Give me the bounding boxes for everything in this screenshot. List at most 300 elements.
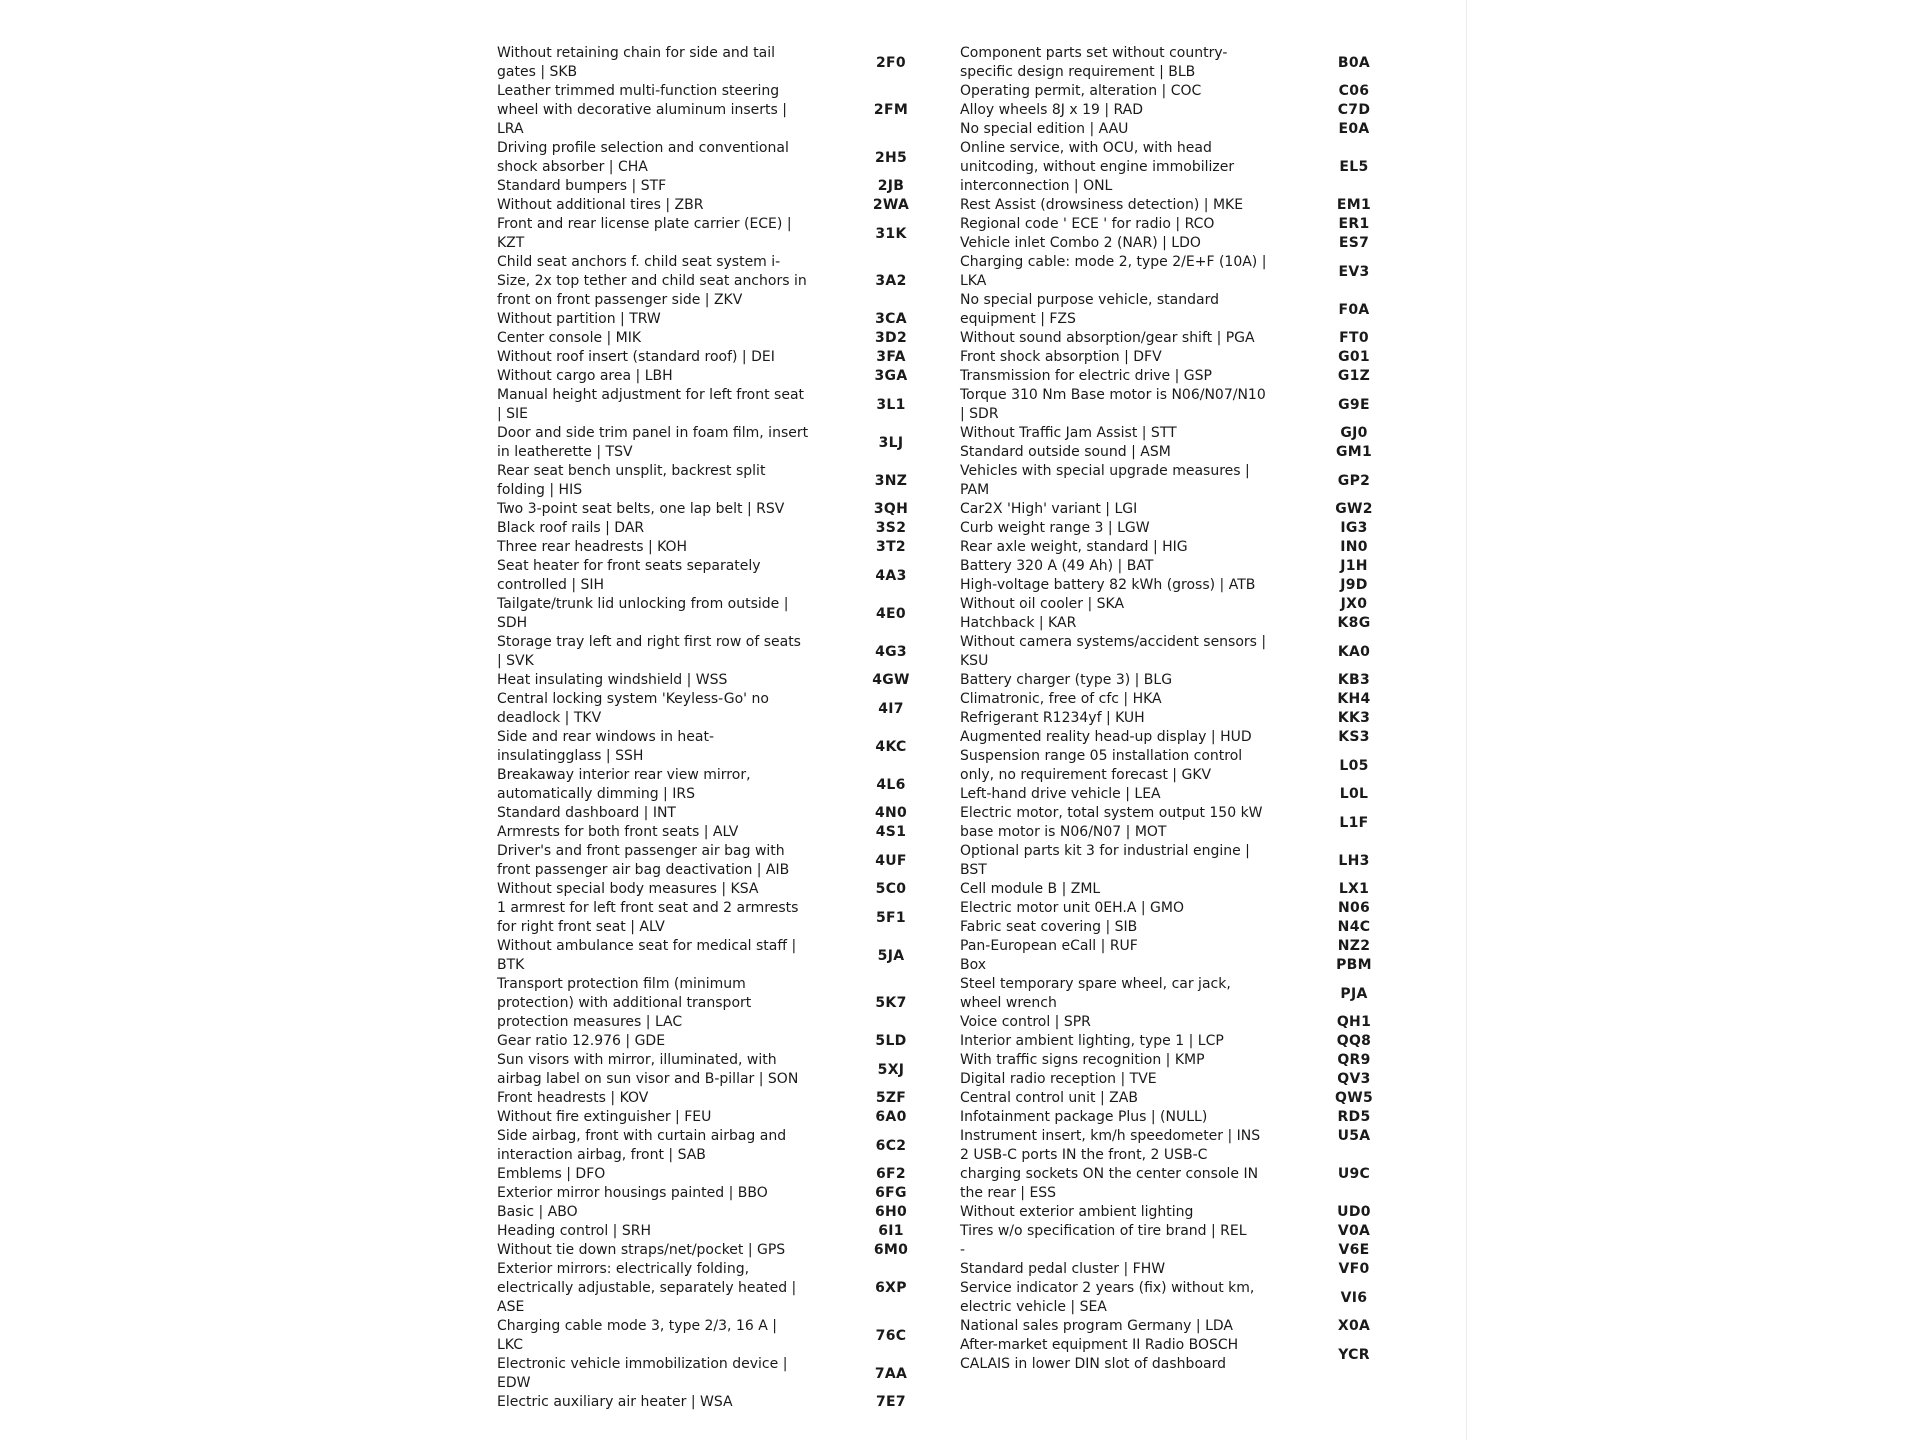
equipment-code: GJ0 xyxy=(1340,425,1368,441)
equipment-code: 4KC xyxy=(875,738,907,755)
equipment-row xyxy=(497,1032,947,1051)
equipment-code: KK3 xyxy=(1337,710,1371,726)
equipment-code: 4N0 xyxy=(874,805,908,821)
equipment-row xyxy=(497,1222,947,1241)
equipment-description: Manual height adjustment for left front seat | SIE xyxy=(497,387,805,422)
equipment-description: Without partition | TRW xyxy=(497,311,661,327)
equipment-description: Heading control | SRH xyxy=(497,1223,651,1239)
equipment-row xyxy=(960,1070,1410,1089)
equipment-description: Sun visors with mirror, illuminated, with airbag label on sun visor and B-pillar | SON xyxy=(497,1052,799,1087)
equipment-row xyxy=(497,1184,947,1203)
equipment-code: FT0 xyxy=(1339,330,1369,346)
equipment-description: Without additional tires | ZBR xyxy=(497,197,704,213)
equipment-code: QH1 xyxy=(1336,1014,1372,1030)
equipment-row xyxy=(497,671,947,690)
equipment-row xyxy=(960,82,1410,101)
equipment-description: Charging cable: mode 2, type 2/E+F (10A) | LKA xyxy=(960,254,1267,289)
equipment-description: Front shock absorption | DFV xyxy=(960,349,1162,365)
equipment-code: 3CA xyxy=(875,311,907,327)
equipment-row xyxy=(960,1279,1410,1317)
equipment-row xyxy=(960,1127,1410,1146)
equipment-list-right xyxy=(960,44,1410,1374)
equipment-code: 5JA xyxy=(877,947,905,964)
equipment-description: Breakaway interior rear view mirror, automatically dimming | IRS xyxy=(497,767,751,802)
equipment-row xyxy=(960,1203,1410,1222)
equipment-code: N4C xyxy=(1337,919,1371,935)
equipment-code: KS3 xyxy=(1338,729,1370,745)
equipment-code: JX0 xyxy=(1340,596,1368,612)
equipment-description: Torque 310 Nm Base motor is N06/N07/N10 | SDR xyxy=(960,387,1266,422)
equipment-row xyxy=(960,500,1410,519)
equipment-code: VI6 xyxy=(1340,1289,1368,1306)
equipment-code: G9E xyxy=(1338,396,1370,413)
equipment-description: Left-hand drive vehicle | LEA xyxy=(960,786,1161,802)
equipment-row xyxy=(960,348,1410,367)
equipment-row xyxy=(960,899,1410,918)
equipment-row xyxy=(497,519,947,538)
equipment-code: YCR xyxy=(1338,1346,1370,1363)
equipment-description: Without fire extinguisher | FEU xyxy=(497,1109,712,1125)
equipment-description: Front headrests | KOV xyxy=(497,1090,649,1106)
equipment-row xyxy=(497,329,947,348)
equipment-row xyxy=(497,462,947,500)
equipment-description: Instrument insert, km/h speedometer | INS xyxy=(960,1128,1261,1144)
equipment-description: Interior ambient lighting, type 1 | LCP xyxy=(960,1033,1224,1049)
equipment-description: Hatchback | KAR xyxy=(960,615,1077,631)
equipment-code: QW5 xyxy=(1335,1090,1373,1106)
equipment-code: QQ8 xyxy=(1336,1033,1372,1049)
equipment-row xyxy=(497,500,947,519)
equipment-code: 3LJ xyxy=(878,434,904,451)
equipment-row xyxy=(497,1241,947,1260)
equipment-description: Central control unit | ZAB xyxy=(960,1090,1138,1106)
equipment-row xyxy=(960,709,1410,728)
equipment-row xyxy=(497,1355,947,1393)
equipment-row xyxy=(497,633,947,671)
equipment-code: 3QH xyxy=(873,501,909,517)
equipment-row xyxy=(497,386,947,424)
equipment-description: Exterior mirrors: electrically folding, electrically adjustable, separately heated | ASE xyxy=(497,1261,797,1315)
equipment-code: KA0 xyxy=(1337,643,1371,660)
equipment-description: Without ambulance seat for medical staff | BTK xyxy=(497,938,797,973)
equipment-code: L05 xyxy=(1339,757,1369,774)
equipment-description: After-market equipment II Radio BOSCH CALAIS in lower DIN slot of dashboard xyxy=(960,1337,1239,1372)
equipment-code: IN0 xyxy=(1340,539,1368,555)
equipment-row xyxy=(497,1089,947,1108)
equipment-row xyxy=(497,1317,947,1355)
equipment-row xyxy=(497,82,947,139)
equipment-description: 1 armrest for left front seat and 2 armrests for right front seat | ALV xyxy=(497,900,799,935)
equipment-description: Without special body measures | KSA xyxy=(497,881,759,897)
equipment-code: IG3 xyxy=(1340,520,1368,536)
equipment-row xyxy=(960,1336,1410,1374)
equipment-code: 76C xyxy=(875,1327,907,1344)
equipment-row xyxy=(497,880,947,899)
equipment-description: Optional parts kit 3 for industrial engine | BST xyxy=(960,843,1250,878)
equipment-code: 2FM xyxy=(873,102,909,118)
equipment-row xyxy=(960,557,1410,576)
equipment-row xyxy=(960,614,1410,633)
equipment-code: PJA xyxy=(1340,985,1368,1002)
equipment-description: Standard dashboard | INT xyxy=(497,805,676,821)
equipment-code: 3S2 xyxy=(875,520,907,536)
equipment-description: Digital radio reception | TVE xyxy=(960,1071,1157,1087)
equipment-row xyxy=(960,44,1410,82)
equipment-list-left xyxy=(497,44,947,1412)
equipment-description: Charging cable mode 3, type 2/3, 16 A | LKC xyxy=(497,1318,777,1353)
equipment-code: 5F1 xyxy=(876,909,906,926)
equipment-description: Without roof insert (standard roof) | DEI xyxy=(497,349,775,365)
equipment-row xyxy=(497,1051,947,1089)
equipment-code: GM1 xyxy=(1335,444,1373,460)
equipment-row xyxy=(497,424,947,462)
equipment-row xyxy=(960,975,1410,1013)
equipment-row xyxy=(960,196,1410,215)
equipment-code: 6M0 xyxy=(873,1242,909,1258)
equipment-description: Fabric seat covering | SIB xyxy=(960,919,1138,935)
equipment-row xyxy=(960,120,1410,139)
equipment-description: Leather trimmed multi-function steering wheel with decorative aluminum inserts | LRA xyxy=(497,83,787,137)
equipment-description: Electric auxiliary air heater | WSA xyxy=(497,1394,733,1410)
equipment-row xyxy=(497,139,947,177)
equipment-code: UD0 xyxy=(1337,1204,1371,1220)
equipment-description: Steel temporary spare wheel, car jack, wheel wrench xyxy=(960,976,1231,1011)
equipment-code: NZ2 xyxy=(1337,938,1371,954)
equipment-description: Standard bumpers | STF xyxy=(497,178,667,194)
equipment-description: Transmission for electric drive | GSP xyxy=(960,368,1212,384)
equipment-description: Central locking system 'Keyless-Go' no deadlock | TKV xyxy=(497,691,769,726)
equipment-code: 5XJ xyxy=(877,1061,905,1078)
equipment-code: X0A xyxy=(1337,1318,1371,1334)
equipment-description: Suspension range 05 installation control only, no requirement forecast | GKV xyxy=(960,748,1243,783)
equipment-description: Without sound absorption/gear shift | PGA xyxy=(960,330,1255,346)
equipment-description: Voice control | SPR xyxy=(960,1014,1091,1030)
equipment-row xyxy=(497,842,947,880)
equipment-code: 7AA xyxy=(874,1365,908,1382)
equipment-row xyxy=(960,747,1410,785)
equipment-description: Operating permit, alteration | COC xyxy=(960,83,1202,99)
equipment-code: J9D xyxy=(1340,577,1368,593)
equipment-code: ER1 xyxy=(1338,216,1370,232)
equipment-code: 3FA xyxy=(876,349,906,365)
equipment-row xyxy=(497,1165,947,1184)
equipment-code: E0A xyxy=(1338,121,1370,137)
equipment-row xyxy=(960,728,1410,747)
equipment-description: Component parts set without country- specific design requirement | BLB xyxy=(960,45,1228,80)
equipment-code: 5C0 xyxy=(875,881,907,897)
equipment-description: Rear axle weight, standard | HIG xyxy=(960,539,1188,555)
equipment-code: 4E0 xyxy=(876,605,906,622)
equipment-code: 4GW xyxy=(872,672,910,688)
equipment-row xyxy=(497,1393,947,1412)
equipment-row xyxy=(960,576,1410,595)
equipment-description: Service indicator 2 years (fix) without km, electric vehicle | SEA xyxy=(960,1280,1255,1315)
equipment-description: Door and side trim panel in foam film, insert in leatherette | TSV xyxy=(497,425,809,460)
equipment-row xyxy=(960,443,1410,462)
equipment-row xyxy=(497,253,947,310)
equipment-description: Gear ratio 12.976 | GDE xyxy=(497,1033,666,1049)
equipment-row xyxy=(960,633,1410,671)
equipment-row xyxy=(960,386,1410,424)
equipment-row xyxy=(497,690,947,728)
equipment-description: Online service, with OCU, with head unitcoding, without engine immobilizer interconnection | ONL xyxy=(960,140,1235,194)
equipment-code: EM1 xyxy=(1336,197,1372,213)
equipment-row xyxy=(960,937,1410,956)
equipment-description: Side and rear windows in heat- insulatingglass | SSH xyxy=(497,729,715,764)
equipment-description: Rear seat bench unsplit, backrest split folding | HIS xyxy=(497,463,766,498)
equipment-description: Regional code ' ECE ' for radio | RCO xyxy=(960,216,1215,232)
equipment-row xyxy=(960,424,1410,443)
equipment-description: Driver's and front passenger air bag with front passenger air bag deactivation | AIB xyxy=(497,843,790,878)
equipment-row xyxy=(497,595,947,633)
equipment-row xyxy=(960,101,1410,120)
equipment-description: Without camera systems/accident sensors | KSU xyxy=(960,634,1267,669)
equipment-code: 6A0 xyxy=(875,1109,907,1125)
equipment-code: 2JB xyxy=(877,178,905,194)
equipment-code: 4A3 xyxy=(875,567,907,584)
equipment-description: Child seat anchors f. child seat system i- Size, 2x top tether and child seat anchors in front on front passenger side | ZKV xyxy=(497,254,807,308)
equipment-code: 5LD xyxy=(875,1033,907,1049)
equipment-description: Augmented reality head-up display | HUD xyxy=(960,729,1252,745)
equipment-row xyxy=(960,690,1410,709)
page-edge-line xyxy=(1466,0,1467,1440)
equipment-code: V0A xyxy=(1337,1223,1371,1239)
equipment-description: Without retaining chain for side and tail gates | SKB xyxy=(497,45,775,80)
equipment-code: 4I7 xyxy=(878,700,904,717)
equipment-row xyxy=(960,1032,1410,1051)
equipment-code: 4S1 xyxy=(875,824,907,840)
equipment-code: L0L xyxy=(1339,786,1369,802)
equipment-row xyxy=(497,1127,947,1165)
equipment-row xyxy=(497,215,947,253)
equipment-code: 2F0 xyxy=(876,54,906,71)
equipment-description: Electronic vehicle immobilization device | EDW xyxy=(497,1356,788,1391)
equipment-row xyxy=(960,804,1410,842)
equipment-description: Center console | MIK xyxy=(497,330,642,346)
equipment-code: 3L1 xyxy=(876,396,906,413)
equipment-row xyxy=(960,139,1410,196)
equipment-row xyxy=(497,557,947,595)
equipment-description: Without Traffic Jam Assist | STT xyxy=(960,425,1177,441)
equipment-code: B0A xyxy=(1337,54,1371,71)
equipment-row xyxy=(497,975,947,1032)
equipment-code: V6E xyxy=(1338,1242,1370,1258)
equipment-code: 6XP xyxy=(875,1280,907,1296)
equipment-description: - xyxy=(960,1242,966,1258)
equipment-row xyxy=(497,367,947,386)
equipment-row xyxy=(497,899,947,937)
equipment-code: LH3 xyxy=(1338,852,1370,869)
equipment-code: 3A2 xyxy=(875,273,907,289)
equipment-row xyxy=(960,367,1410,386)
equipment-description: Electric motor, total system output 150 kW base motor is N06/N07 | MOT xyxy=(960,805,1263,840)
equipment-code: 2WA xyxy=(872,197,910,213)
equipment-row xyxy=(960,880,1410,899)
equipment-row xyxy=(497,804,947,823)
equipment-row xyxy=(960,1108,1410,1127)
equipment-code: 6C2 xyxy=(875,1137,907,1154)
equipment-row xyxy=(497,937,947,975)
equipment-row xyxy=(497,44,947,82)
equipment-code: 4L6 xyxy=(876,776,906,793)
equipment-description: Two 3-point seat belts, one lap belt | RSV xyxy=(497,501,785,517)
equipment-code: U9C xyxy=(1337,1166,1371,1182)
equipment-description: With traffic signs recognition | KMP xyxy=(960,1052,1205,1068)
equipment-description: Climatronic, free of cfc | HKA xyxy=(960,691,1162,707)
equipment-code: LX1 xyxy=(1338,881,1370,897)
equipment-code: 3GA xyxy=(874,368,908,384)
equipment-code: 3D2 xyxy=(874,330,907,346)
equipment-description: Without oil cooler | SKA xyxy=(960,596,1125,612)
equipment-description: No special purpose vehicle, standard equipment | FZS xyxy=(960,292,1219,327)
equipment-row xyxy=(960,595,1410,614)
equipment-description: Tailgate/trunk lid unlocking from outside | SDH xyxy=(497,596,789,631)
equipment-row xyxy=(960,842,1410,880)
equipment-description: Without tie down straps/net/pocket | GPS xyxy=(497,1242,786,1258)
equipment-description: Tires w/o specification of tire brand | REL xyxy=(960,1223,1247,1239)
equipment-row xyxy=(960,253,1410,291)
equipment-row xyxy=(960,956,1410,975)
equipment-code: C06 xyxy=(1338,83,1370,99)
equipment-description: Curb weight range 3 | LGW xyxy=(960,520,1150,536)
equipment-description: Three rear headrests | KOH xyxy=(497,539,688,555)
equipment-description: Pan-European eCall | RUF xyxy=(960,938,1138,954)
equipment-description: National sales program Germany | LDA xyxy=(960,1318,1233,1334)
equipment-description: Transport protection film (minimum protection) with additional transport protection measures | LAC xyxy=(497,976,752,1030)
equipment-description: Car2X 'High' variant | LGI xyxy=(960,501,1138,517)
equipment-code: 6I1 xyxy=(878,1223,904,1239)
equipment-row xyxy=(960,1051,1410,1070)
equipment-description: Black roof rails | DAR xyxy=(497,520,645,536)
equipment-row xyxy=(960,1317,1410,1336)
equipment-description: Driving profile selection and conventional shock absorber | CHA xyxy=(497,140,789,175)
equipment-row xyxy=(960,785,1410,804)
equipment-code: PBM xyxy=(1336,957,1372,973)
equipment-description: Electric motor unit 0EH.A | GMO xyxy=(960,900,1184,916)
equipment-code: RD5 xyxy=(1337,1109,1371,1125)
equipment-row xyxy=(960,329,1410,348)
equipment-description: Infotainment package Plus | (NULL) xyxy=(960,1109,1208,1125)
equipment-code: F0A xyxy=(1338,301,1370,318)
equipment-row xyxy=(960,519,1410,538)
equipment-code: EV3 xyxy=(1338,263,1370,280)
equipment-code: KB3 xyxy=(1337,672,1371,688)
equipment-code: 3T2 xyxy=(876,539,906,555)
equipment-code: 5ZF xyxy=(875,1090,907,1106)
equipment-row xyxy=(960,1260,1410,1279)
equipment-code: U5A xyxy=(1337,1128,1371,1144)
equipment-row xyxy=(497,177,947,196)
equipment-code: G1Z xyxy=(1337,368,1371,384)
equipment-row xyxy=(497,766,947,804)
equipment-description: Battery 320 A (49 Ah) | BAT xyxy=(960,558,1154,574)
equipment-row xyxy=(960,1013,1410,1032)
equipment-code: ES7 xyxy=(1338,235,1370,251)
equipment-row xyxy=(497,196,947,215)
equipment-description: Armrests for both front seats | ALV xyxy=(497,824,739,840)
equipment-description: Vehicle inlet Combo 2 (NAR) | LDO xyxy=(960,235,1201,251)
equipment-description: Storage tray left and right first row of seats | SVK xyxy=(497,634,801,669)
equipment-row xyxy=(960,234,1410,253)
equipment-row xyxy=(960,291,1410,329)
equipment-code: QV3 xyxy=(1337,1071,1371,1087)
equipment-code: N06 xyxy=(1337,900,1371,916)
equipment-row xyxy=(960,215,1410,234)
equipment-row xyxy=(960,1146,1410,1203)
equipment-row xyxy=(497,1260,947,1317)
equipment-row xyxy=(497,538,947,557)
equipment-code: GW2 xyxy=(1335,501,1373,517)
equipment-code: KH4 xyxy=(1337,691,1371,707)
equipment-code: 6FG xyxy=(875,1185,907,1201)
equipment-code: GP2 xyxy=(1337,472,1371,489)
equipment-code: J1H xyxy=(1340,558,1368,574)
equipment-code: C7D xyxy=(1337,102,1371,118)
equipment-description: Rest Assist (drowsiness detection) | MKE xyxy=(960,197,1244,213)
equipment-code: 7E7 xyxy=(876,1394,906,1410)
equipment-description: Cell module B | ZML xyxy=(960,881,1101,897)
equipment-row xyxy=(960,1222,1410,1241)
equipment-code: QR9 xyxy=(1337,1052,1371,1068)
equipment-description: Without exterior ambient lighting xyxy=(960,1204,1194,1220)
equipment-code: G01 xyxy=(1338,349,1370,365)
equipment-row xyxy=(960,1241,1410,1260)
equipment-code: 4G3 xyxy=(875,643,907,660)
equipment-code: 5K7 xyxy=(875,995,907,1011)
equipment-description: High-voltage battery 82 kWh (gross) | ATB xyxy=(960,577,1256,593)
equipment-code: 31K xyxy=(875,225,907,242)
equipment-description: Exterior mirror housings painted | BBO xyxy=(497,1185,768,1201)
equipment-description: 2 USB-C ports IN the front, 2 USB-C charging sockets ON the center console IN the rear | ESS xyxy=(960,1147,1259,1201)
equipment-description: Alloy wheels 8J x 19 | RAD xyxy=(960,102,1144,118)
equipment-description: Basic | ABO xyxy=(497,1204,578,1220)
equipment-description: No special edition | AAU xyxy=(960,121,1129,137)
equipment-code: 4UF xyxy=(875,852,907,869)
equipment-description: Emblems | DFO xyxy=(497,1166,606,1182)
equipment-row xyxy=(497,823,947,842)
equipment-row xyxy=(497,1108,947,1127)
equipment-description: Box xyxy=(960,957,987,973)
equipment-code: EL5 xyxy=(1339,159,1369,175)
equipment-code: VF0 xyxy=(1338,1261,1370,1277)
equipment-row xyxy=(960,1089,1410,1108)
equipment-description: Vehicles with special upgrade measures | PAM xyxy=(960,463,1250,498)
equipment-description: Battery charger (type 3) | BLG xyxy=(960,672,1173,688)
equipment-description: Front and rear license plate carrier (ECE) | KZT xyxy=(497,216,792,251)
equipment-code: 6F2 xyxy=(876,1166,906,1182)
equipment-row xyxy=(497,1203,947,1222)
equipment-code: 6H0 xyxy=(874,1204,908,1220)
equipment-description: Seat heater for front seats separately controlled | SIH xyxy=(497,558,761,593)
equipment-description: Standard pedal cluster | FHW xyxy=(960,1261,1166,1277)
equipment-code: 3NZ xyxy=(874,472,908,489)
equipment-description: Without cargo area | LBH xyxy=(497,368,673,384)
equipment-description: Standard outside sound | ASM xyxy=(960,444,1171,460)
equipment-description: Refrigerant R1234yf | KUH xyxy=(960,710,1145,726)
equipment-row xyxy=(960,462,1410,500)
equipment-row xyxy=(960,918,1410,937)
equipment-code: K8G xyxy=(1337,615,1371,631)
equipment-description: Side airbag, front with curtain airbag and interaction airbag, front | SAB xyxy=(497,1128,787,1163)
equipment-code: 2H5 xyxy=(874,149,908,166)
equipment-description: Heat insulating windshield | WSS xyxy=(497,672,728,688)
equipment-code: L1F xyxy=(1339,814,1369,831)
equipment-row xyxy=(497,310,947,329)
equipment-row xyxy=(497,728,947,766)
equipment-row xyxy=(497,348,947,367)
equipment-row xyxy=(960,538,1410,557)
equipment-row xyxy=(960,671,1410,690)
